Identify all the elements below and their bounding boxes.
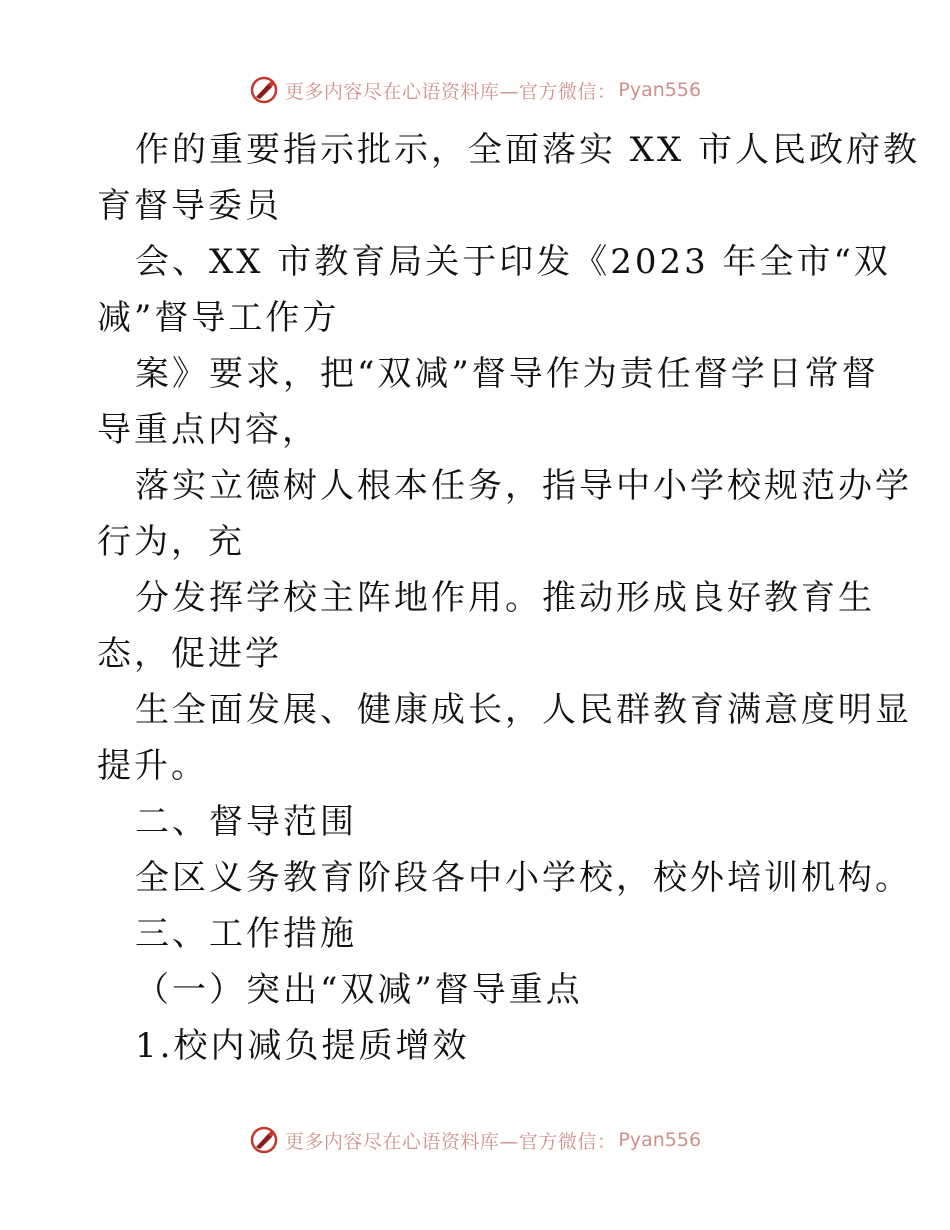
watermark-text: 更多内容尽在心语资料库—官方微信：	[284, 1130, 617, 1153]
watermark-banner-top	[0, 70, 950, 110]
text-line: 1.校内减负提质增效	[135, 1026, 470, 1066]
text-line: 落实立德树人根本任务，指导中小学校规范办学	[135, 466, 912, 506]
text-line: 会、XX 市教育局关于印发《2023 年全市“双	[135, 242, 891, 282]
pen-seal-icon	[249, 1125, 279, 1155]
text-line: 态，促进学	[97, 634, 282, 674]
text-line: 减”督导工作方	[97, 298, 340, 338]
text-line: 育督导委员	[97, 186, 282, 226]
text-line: 作的重要指示批示，全面落实 XX 市人民政府教	[135, 130, 921, 170]
pen-seal-icon	[249, 75, 279, 105]
text-line: 案》要求，把“双减”督导作为责任督学日常督	[135, 354, 879, 394]
text-line: 导重点内容，	[97, 410, 319, 450]
watermark-banner-bottom	[0, 1120, 950, 1160]
text-line: 行为，充	[97, 522, 245, 562]
text-line: 分发挥学校主阵地作用。推动形成良好教育生	[135, 578, 875, 618]
text-line: 二、督导范围	[135, 802, 357, 842]
text-line: 三、工作措施	[135, 914, 357, 954]
text-line: 提升。	[97, 746, 208, 786]
document-body	[97, 122, 921, 1074]
text-line: 全区义务教育阶段各中小学校，校外培训机构。	[135, 858, 912, 898]
watermark-wechat-id: Pyan556	[618, 79, 702, 101]
text-line: 生全面发展、健康成长，人民群教育满意度明显	[135, 690, 912, 730]
watermark-wechat-id: Pyan556	[618, 1129, 702, 1151]
text-line: （一）突出“双减”督导重点	[135, 970, 583, 1010]
watermark-text: 更多内容尽在心语资料库—官方微信：	[284, 80, 617, 103]
